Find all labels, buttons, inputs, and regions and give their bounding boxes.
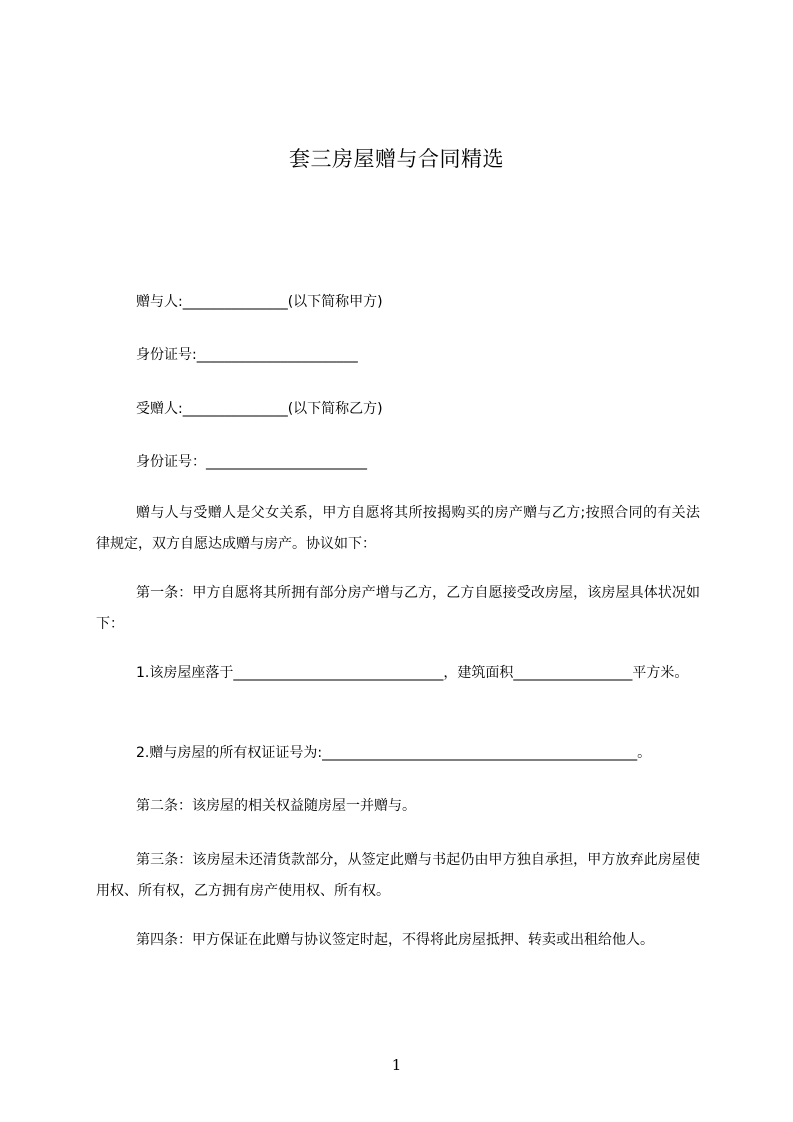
page-number: 1 [391, 1056, 402, 1074]
donor-line: 赠与人:_______________(以下简称甲方) [136, 294, 383, 310]
article-2: 第二条：该房屋的相关权益随房屋一并赠与。 [136, 798, 416, 814]
donee-id-line: 身份证号：_______________________ [136, 454, 367, 470]
document-title: 套三房屋赠与合同精选 [289, 147, 504, 171]
article-3: 第三条：该房屋未还清货款部分，从签定此赠与书起仍由甲方独自承担，甲方放弃此房屋使用权、所有权，乙方拥有房产使用权、所有权。 [96, 852, 700, 899]
article-4: 第四条：甲方保证在此赠与协议签定时起，不得将此房屋抵押、转卖或出租给他人。 [136, 932, 654, 948]
intro-paragraph: 赠与人与受赠人是父女关系，甲方自愿将其所按揭购买的房产赠与乙方;按照合同的有关法律规定，双方自愿达成赠与房产。协议如下： [96, 505, 700, 552]
donor-id-line: 身份证号:_______________________ [136, 347, 358, 363]
article-1-item-2: 2.赠与房屋的所有权证证号为:_____________________________________________。 [136, 745, 652, 761]
article-1: 第一条：甲方自愿将其所拥有部分房产增与乙方，乙方自愿接受改房屋，该房屋具体状况如下： [96, 585, 700, 632]
article-1-item-1: 1.该房屋座落于______________________________，建筑面积_________________平方米。 [136, 665, 689, 681]
donee-line: 受赠人:_______________(以下简称乙方) [136, 401, 383, 417]
